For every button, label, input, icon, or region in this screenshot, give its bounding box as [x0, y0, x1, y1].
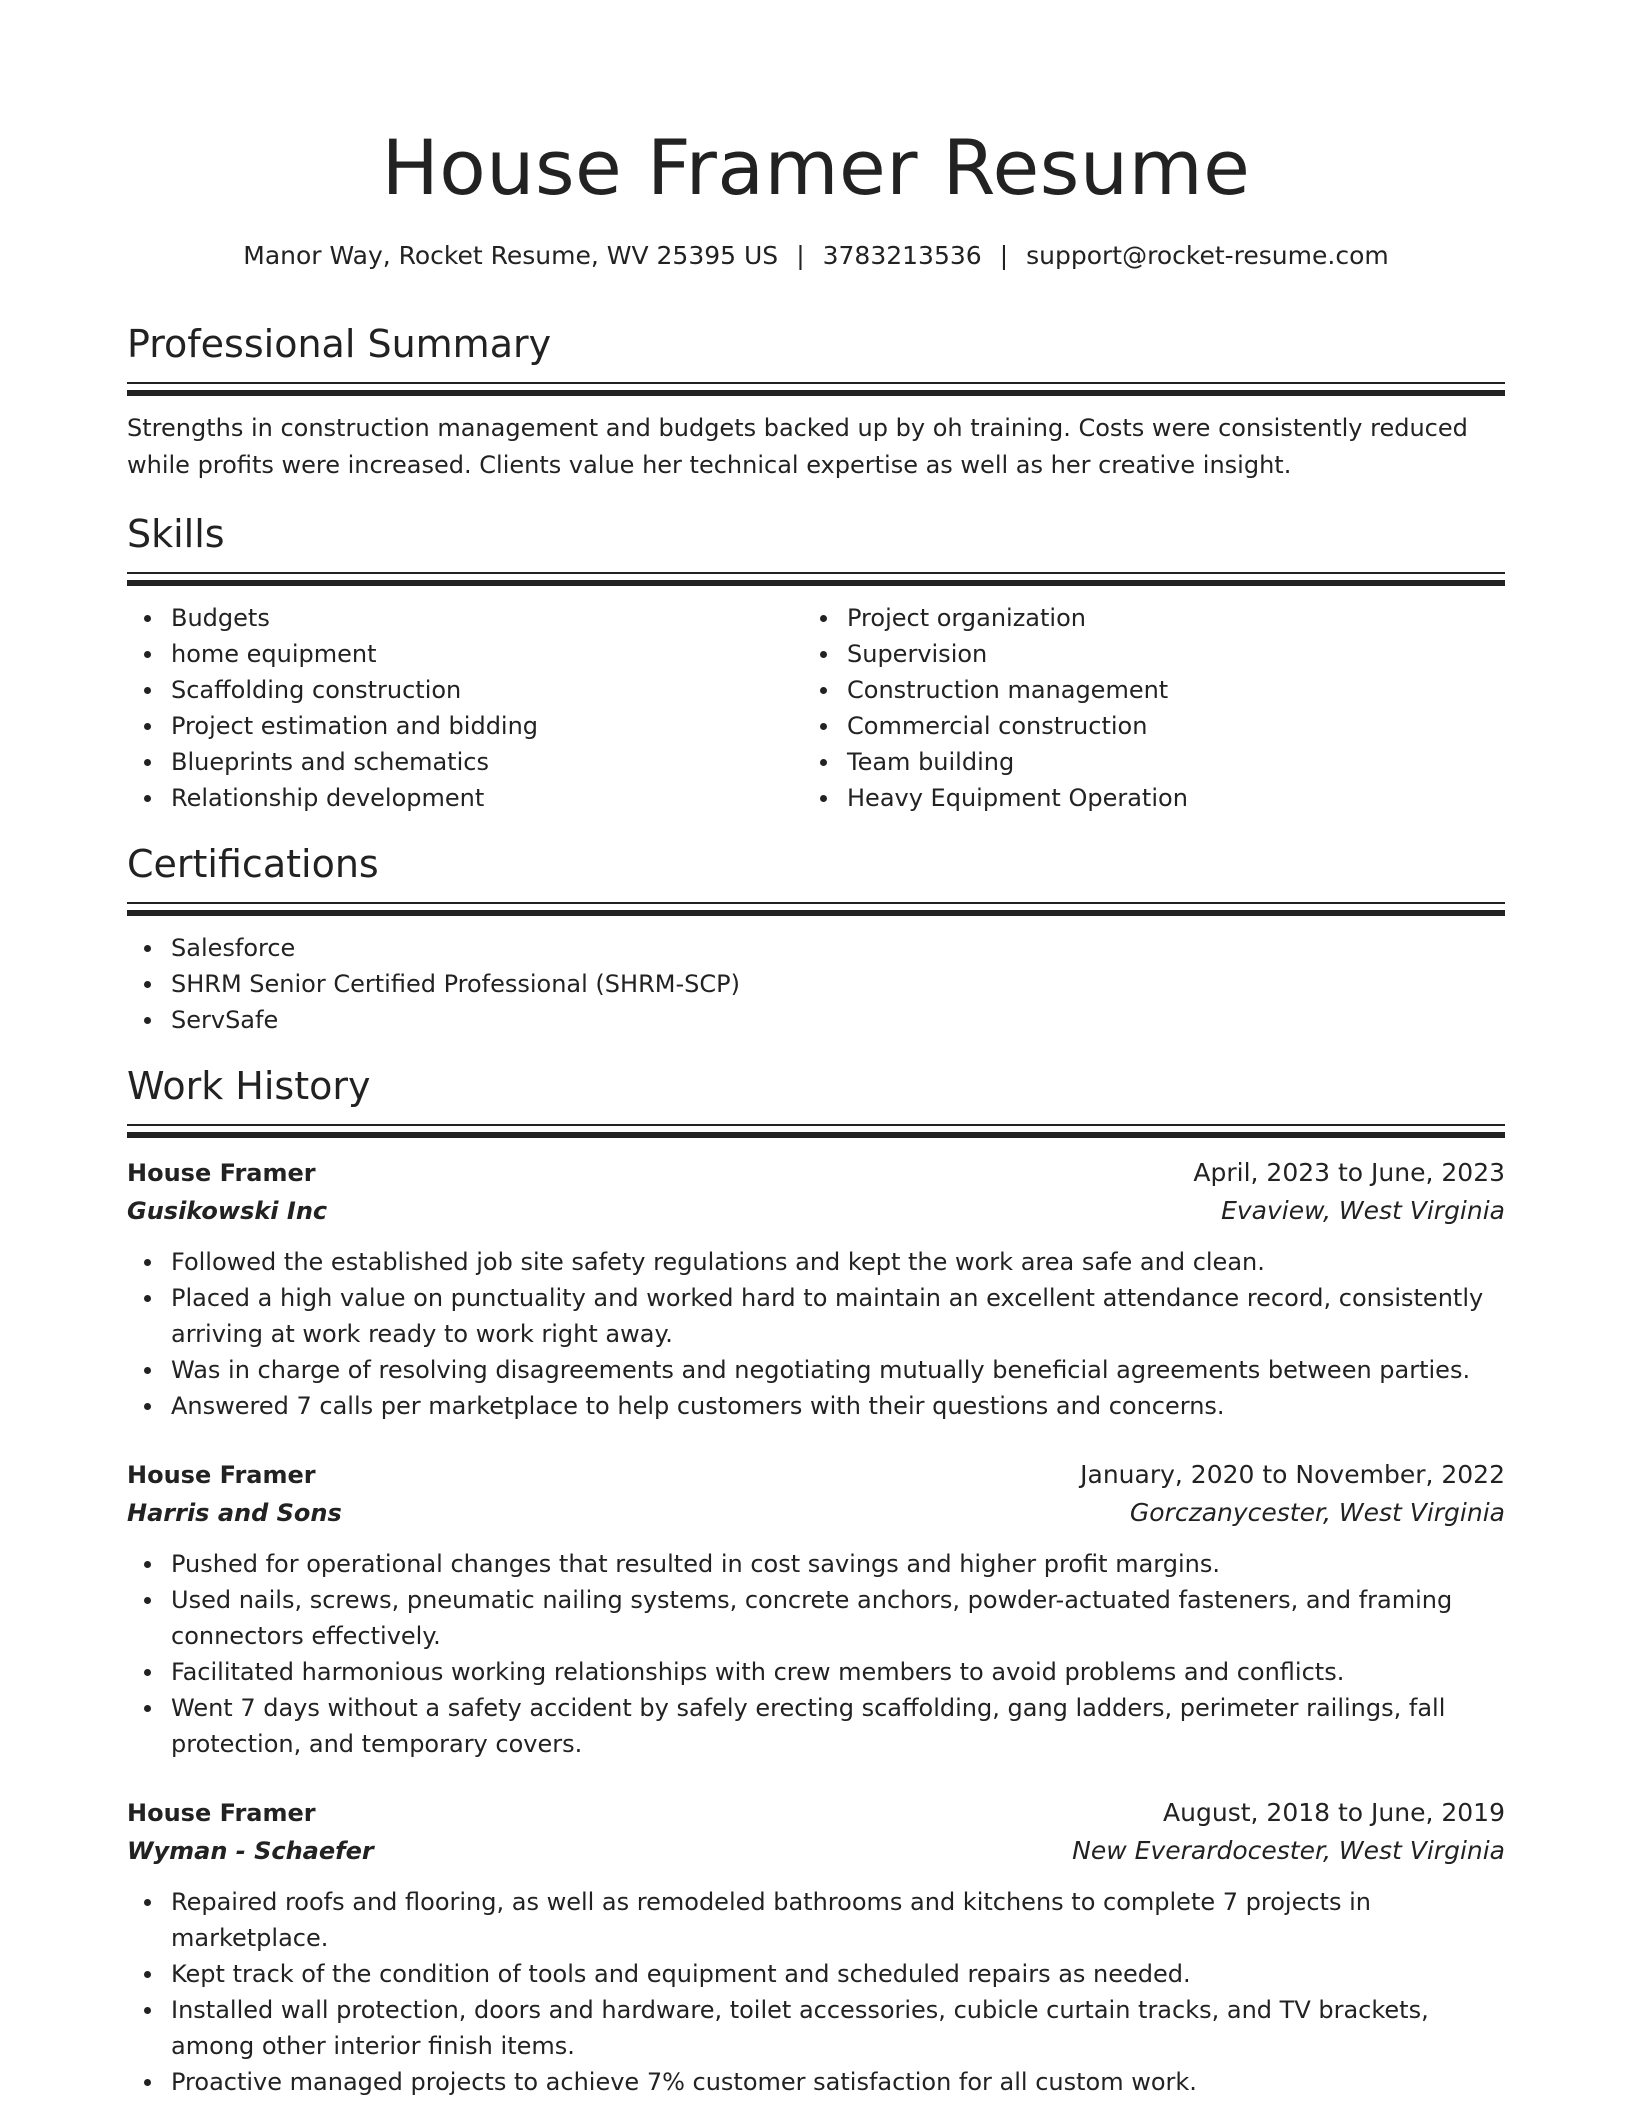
job-dates: April, 2023 to June, 2023 [1193, 1158, 1505, 1187]
contact-line [127, 238, 1505, 274]
certifications-heading: Certifications [127, 842, 379, 886]
job-bullet-list [127, 1244, 1505, 1424]
skill-item: Scaffolding construction [171, 672, 803, 708]
job-bullet: Kept track of the condition of tools and equipment and scheduled repairs as needed. [171, 1956, 1505, 1992]
certifications-list [127, 930, 1505, 1038]
contact-phone: 3783213536 [822, 241, 982, 270]
certification-item: SHRM Senior Certified Professional (SHRM-SCP) [171, 966, 1505, 1002]
certification-item: Salesforce [171, 930, 1505, 966]
section-divider-thick [127, 1132, 1505, 1138]
skill-item: Project organization [847, 600, 1479, 636]
job-bullet: Facilitated harmonious working relationships with crew members to avoid problems and conflicts. [171, 1654, 1505, 1690]
job-location: Evaview, West Virginia [1221, 1196, 1505, 1225]
job-company-row [127, 1494, 1505, 1532]
job-dates: August, 2018 to June, 2019 [1163, 1798, 1505, 1827]
skills-right-column [803, 600, 1479, 816]
job-bullet-list [127, 1546, 1505, 1762]
summary-heading: Professional Summary [127, 322, 552, 366]
skill-item: Project estimation and bidding [171, 708, 803, 744]
job-location: Gorczanycester, West Virginia [1129, 1498, 1505, 1527]
job-location: New Everardocester, West Virginia [1072, 1836, 1505, 1865]
job-company: Harris and Sons [127, 1499, 342, 1527]
section-divider [127, 1124, 1505, 1126]
section-divider [127, 382, 1505, 384]
skills-section [127, 508, 1505, 816]
job-entry [127, 1794, 1505, 2100]
summary-text: Strengths in construction management and budgets backed up by oh training. Costs were consistently reduced while profits were increased. Clients value her technical expertise as well as her creative insight. [127, 414, 1468, 479]
contact-separator: | [999, 241, 1009, 270]
skill-item: Commercial construction [847, 708, 1479, 744]
skills-right-list [803, 600, 1479, 816]
skill-item: Blueprints and schematics [171, 744, 803, 780]
skill-item: Budgets [171, 600, 803, 636]
skill-item: Supervision [847, 636, 1479, 672]
job-bullet: Placed a high value on punctuality and worked hard to maintain an excellent attendance record, consistently arriving at work ready to work right away. [171, 1280, 1505, 1352]
job-bullet: Was in charge of resolving disagreements and negotiating mutually beneficial agreements between parties. [171, 1352, 1505, 1388]
summary-section [127, 318, 1505, 484]
job-company: Wyman - Schaefer [127, 1837, 374, 1865]
section-divider-thick [127, 390, 1505, 396]
work-history-heading: Work History [127, 1064, 371, 1108]
skills-left-column [127, 600, 803, 816]
skill-item: Heavy Equipment Operation [847, 780, 1479, 816]
contact-email: support@rocket-resume.com [1026, 241, 1389, 270]
job-header-row [127, 1794, 1505, 1832]
job-header-row [127, 1154, 1505, 1192]
job-bullet: Proactive managed projects to achieve 7% customer satisfaction for all custom work. [171, 2064, 1505, 2100]
job-bullet: Repaired roofs and flooring, as well as remodeled bathrooms and kitchens to complete 7 projects in marketplace. [171, 1884, 1505, 1956]
certifications-section [127, 838, 1505, 1038]
skills-grid [127, 600, 1505, 816]
job-bullet: Pushed for operational changes that resulted in cost savings and higher profit margins. [171, 1546, 1505, 1582]
section-divider-thick [127, 910, 1505, 916]
skills-heading: Skills [127, 512, 225, 556]
work-history-section [127, 1060, 1505, 2100]
skill-item: Construction management [847, 672, 1479, 708]
skill-item: Team building [847, 744, 1479, 780]
job-title: House Framer [127, 1461, 316, 1489]
job-entry [127, 1456, 1505, 1762]
job-bullet: Used nails, screws, pneumatic nailing systems, concrete anchors, powder-actuated fasteners, and framing connectors effectively. [171, 1582, 1505, 1654]
job-bullet-list [127, 1884, 1505, 2100]
section-divider [127, 572, 1505, 574]
skill-item: home equipment [171, 636, 803, 672]
resume-title: House Framer Resume [381, 123, 1251, 212]
job-entry [127, 1154, 1505, 1424]
skills-left-list [127, 600, 803, 816]
job-bullet: Installed wall protection, doors and hardware, toilet accessories, cubicle curtain tracks, and TV brackets, among other interior finish items. [171, 1992, 1505, 2064]
job-dates: January, 2020 to November, 2022 [1080, 1460, 1505, 1489]
job-bullet: Answered 7 calls per marketplace to help customers with their questions and concerns. [171, 1388, 1505, 1424]
contact-address: Manor Way, Rocket Resume, WV 25395 US [243, 241, 779, 270]
job-title: House Framer [127, 1159, 316, 1187]
skill-item: Relationship development [171, 780, 803, 816]
job-title: House Framer [127, 1799, 316, 1827]
job-company-row [127, 1192, 1505, 1230]
job-company-row [127, 1832, 1505, 1870]
contact-separator: | [796, 241, 805, 270]
job-header-row [127, 1456, 1505, 1494]
section-divider [127, 902, 1505, 904]
job-bullet: Followed the established job site safety regulations and kept the work area safe and clean. [171, 1244, 1505, 1280]
job-company: Gusikowski Inc [127, 1197, 328, 1225]
section-divider-thick [127, 580, 1505, 586]
certification-item: ServSafe [171, 1002, 1505, 1038]
job-bullet: Went 7 days without a safety accident by safely erecting scaffolding, gang ladders, perimeter railings, fall protection, and temporary covers. [171, 1690, 1505, 1762]
